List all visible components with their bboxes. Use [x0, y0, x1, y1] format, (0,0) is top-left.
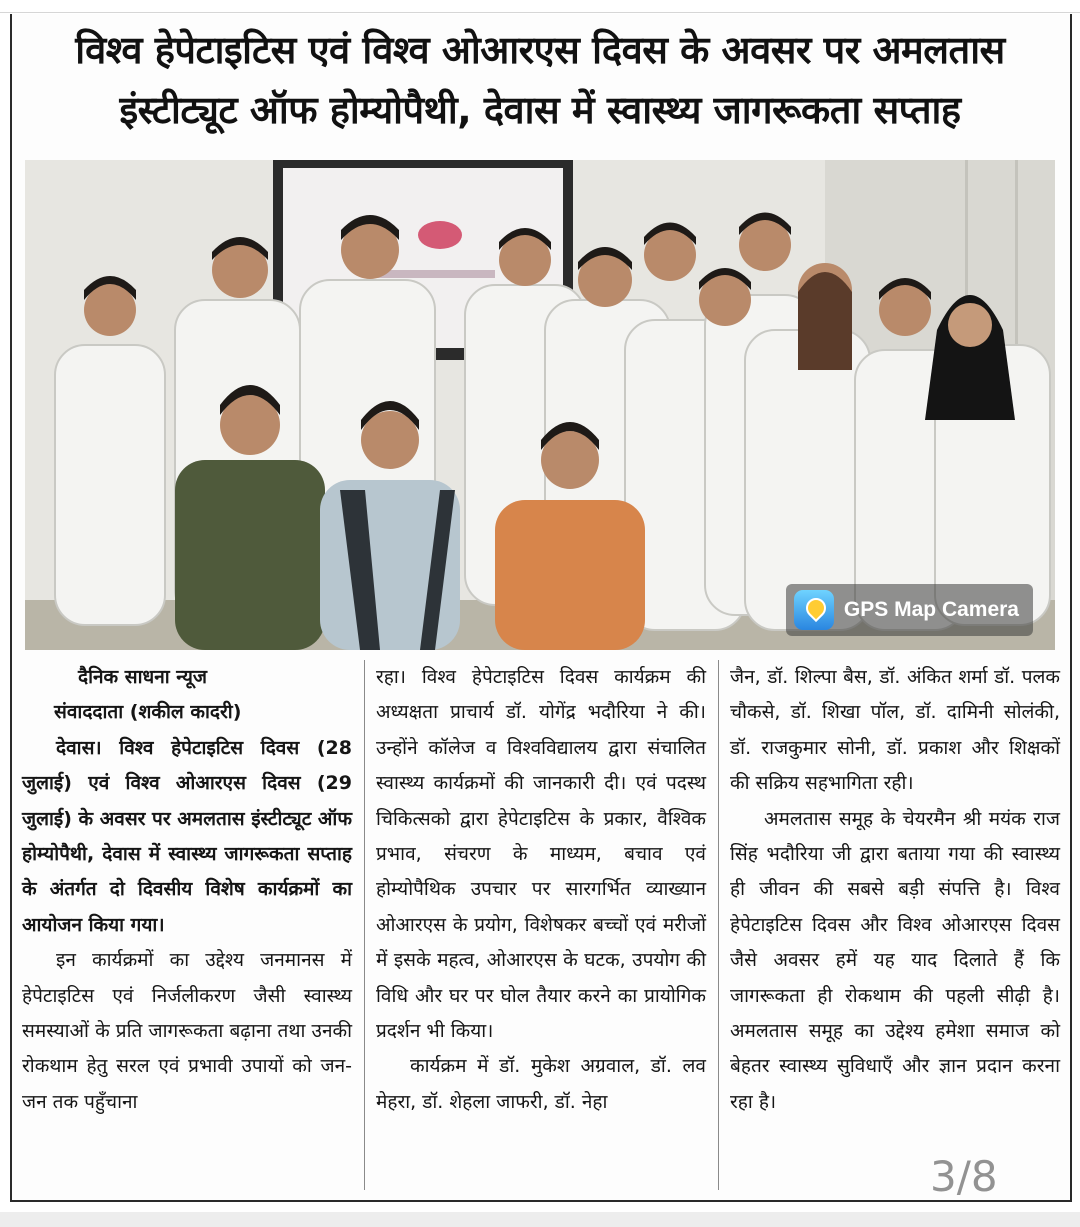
column-divider [364, 660, 365, 1190]
article-column-2 [376, 660, 706, 1120]
article-paragraph-2: कार्यक्रम में डॉ. मुकेश अग्रवाल, डॉ. लव मेहरा, डॉ. शेहला जाफरी, डॉ. नेहा [376, 1055, 706, 1113]
gps-map-camera-badge [786, 584, 1033, 636]
article-column-1 [22, 660, 352, 1120]
article-reporter: संवाददाता (शकील कादरी) [54, 701, 242, 724]
bottom-bar [0, 1212, 1080, 1227]
article-paragraph-1-continued: रहा। विश्व हेपेटाइटिस दिवस कार्यक्रम की अध्यक्षता प्राचार्य डॉ. योगेंद्र भदौरिया ने की। उन्होंने कॉलेज व विश्वविद्यालय द्वारा संचालित स्वास्थ्य कार्यक्रमों की जानकारी दी। एवं पदस्थ चिकित्सको द्वारा हेपेटाइटिस के प्रकार, वैश्विक प्रभाव, संचरण के माध्यम, बचाव एवं होम्योपैथिक उपचार पर सारगर्भित व्याख्यान ओआरएस के प्रयोग, विशेषकर बच्चों एवं मरीजों में इसके महत्व, ओआरएस के घटक, उपयोग की विधि और घर पर घोल तैयार करने का प्रायोगिक प्रदर्शन भी किया। [376, 666, 706, 1043]
article-lead: देवास। विश्व हेपेटाइटिस दिवस (28 जुलाई) एवं विश्व ओआरएस दिवस (29 जुलाई) के अवसर पर अमलतास इंस्टीट्यूट ऑफ होम्योपैथी, देवास में स्वास्थ्य जागरूकता सप्ताह के अंतर्गत दो दिवसीय विशेष कार्यक्रमों का आयोजन किया गया। [22, 736, 352, 936]
gps-map-camera-label: GPS Map Camera [843, 598, 1019, 621]
map-pin-icon [794, 590, 834, 630]
headline [20, 20, 1060, 140]
article-body [22, 660, 1060, 1200]
article-paragraph-2-continued: जैन, डॉ. शिल्पा बैस, डॉ. अंकित शर्मा डॉ. पलक चौकसे, डॉ. शिखा पॉल, डॉ. दामिनी सोलंकी, डॉ. राजकुमार सोनी, डॉ. प्रकाश और शिक्षकों की सक्रिय सहभागिता रही। [730, 666, 1060, 795]
group-photo-illustration [25, 160, 1055, 650]
group-photo [25, 160, 1055, 650]
top-strip [0, 0, 1080, 13]
headline-line-1: विश्व हेपेटाइटिस एवं विश्व ओआरएस दिवस के अवसर पर अमलतास [75, 28, 1005, 72]
column-divider [718, 660, 719, 1190]
headline-line-2: इंस्टीट्यूट ऑफ होम्योपैथी, देवास में स्वास्थ्य जागरूकता सप्ताह [119, 88, 961, 132]
article-source: दैनिक साधना न्यूज [78, 666, 208, 688]
page-indicator: 3/8 [930, 1152, 998, 1201]
article-column-3 [730, 660, 1060, 1120]
article-paragraph-1: इन कार्यक्रमों का उद्देश्य जनमानस में हेपेटाइटिस एवं निर्जलीकरण जैसी स्वास्थ्य समस्याओं के प्रति जागरूकता बढ़ाना तथा उनकी रोकथाम हेतु सरल एवं प्रभावी उपायों को जन-जन तक पहुँचाना [22, 949, 352, 1113]
article-paragraph-3: अमलतास समूह के चेयरमैन श्री मयंक राज सिंह भदौरिया जी द्वारा बताया गया की स्वास्थ्य ही जीवन की सबसे बड़ी संपत्ति है। विश्व हेपेटाइटिस दिवस और विश्व ओआरएस दिवस जैसे अवसर हमें यह याद दिलाते हैं कि जागरूकता ही रोकथाम की पहली सीढ़ी है। अमलतास समूह का उद्देश्य हमेशा समाज को बेहतर स्वास्थ्य सुविधाएँ और ज्ञान प्रदान करना रहा है। [730, 807, 1060, 1113]
